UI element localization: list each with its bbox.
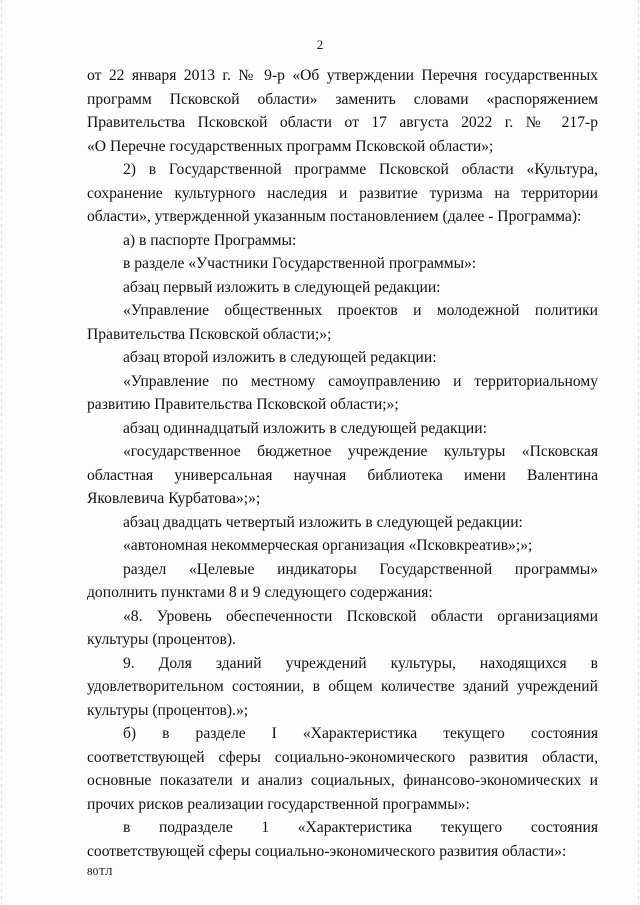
text-line: от 22 января 2013 г. № 9-р «Об утверждении Перечня государственных: [87, 67, 598, 84]
text-line: «Управление общественных проектов и молодежной политики: [123, 302, 598, 319]
text-line: 2) в Государственной программе Псковской области «Культура,: [123, 161, 598, 178]
page-number: 2: [316, 37, 324, 52]
text-line: Яковлевича Курбатова»;»;: [87, 490, 261, 507]
text-line: в разделе «Участники Государственной программы»:: [123, 255, 477, 272]
text-line: «государственное бюджетное учреждение культуры «Псковская: [123, 443, 598, 460]
text-line: Правительства Псковской области от 17 августа 2022 г. № 217-р: [87, 114, 598, 131]
text-line: соответствующей сферы социально-экономического развития области,: [87, 748, 598, 766]
text-line: «Управление по местному самоуправлению и территориальному: [123, 372, 598, 390]
text-line: удовлетворительном состоянии, в общем количестве зданий учреждений: [87, 678, 598, 695]
text-line: сохранение культурного наследия и развитие туризма на территории: [87, 184, 598, 202]
text-line: «8. Уровень обеспеченности Псковской области организациями: [123, 607, 598, 625]
text-line: программ Псковской области» заменить словами «распоряжением: [87, 90, 598, 108]
text-line: областная универсальная научная библиотека имени Валентина: [87, 466, 598, 484]
text-line: в подразделе 1 «Характеристика текущего состояния: [123, 819, 598, 836]
text-line: области», утвержденной указанным постановлением (далее - Программа):: [87, 208, 582, 225]
text-line: прочих рисков реализации государственной программы»:: [87, 795, 470, 813]
text-line: дополнить пунктами 8 и 9 следующего содержания:: [87, 584, 433, 601]
document-body: [87, 64, 598, 863]
text-line: 9. Доля зданий учреждений культуры, находящихся в: [123, 654, 598, 672]
text-line: абзац двадцать четвертый изложить в следующей редакции:: [123, 513, 523, 531]
text-line: абзац первый изложить в следующей редакции:: [123, 278, 441, 296]
text-line: культуры (процентов).: [87, 631, 236, 648]
text-line: «автономная некоммерческая организация «Псковкреатив»;»;: [123, 537, 533, 554]
scan-edge-left: [1, 0, 2, 905]
footer-code: 80ТЛ: [87, 866, 113, 878]
text-line: Правительства Псковской области;»;: [87, 325, 332, 343]
text-line: «О Перечне государственных программ Псковской области»;: [87, 137, 494, 155]
text-line: развитию Правительства Псковской области;»;: [87, 396, 399, 413]
text-line: а) в паспорте Программы:: [123, 231, 297, 249]
text-line: соответствующей сферы социально-экономического развития области»:: [87, 842, 567, 860]
text-line: основные показатели и анализ социальных, финансово-экономических и: [87, 772, 598, 789]
text-line: абзац второй изложить в следующей редакции:: [123, 349, 437, 366]
text-line: культуры (процентов).»;: [87, 701, 249, 719]
scan-edge-right: [638, 0, 639, 905]
text-line: абзац одиннадцатый изложить в следующей редакции:: [123, 419, 487, 437]
text-line: б) в разделе I «Характеристика текущего состояния: [123, 725, 598, 742]
text-line: раздел «Целевые индикаторы Государственной программы»: [123, 560, 598, 578]
